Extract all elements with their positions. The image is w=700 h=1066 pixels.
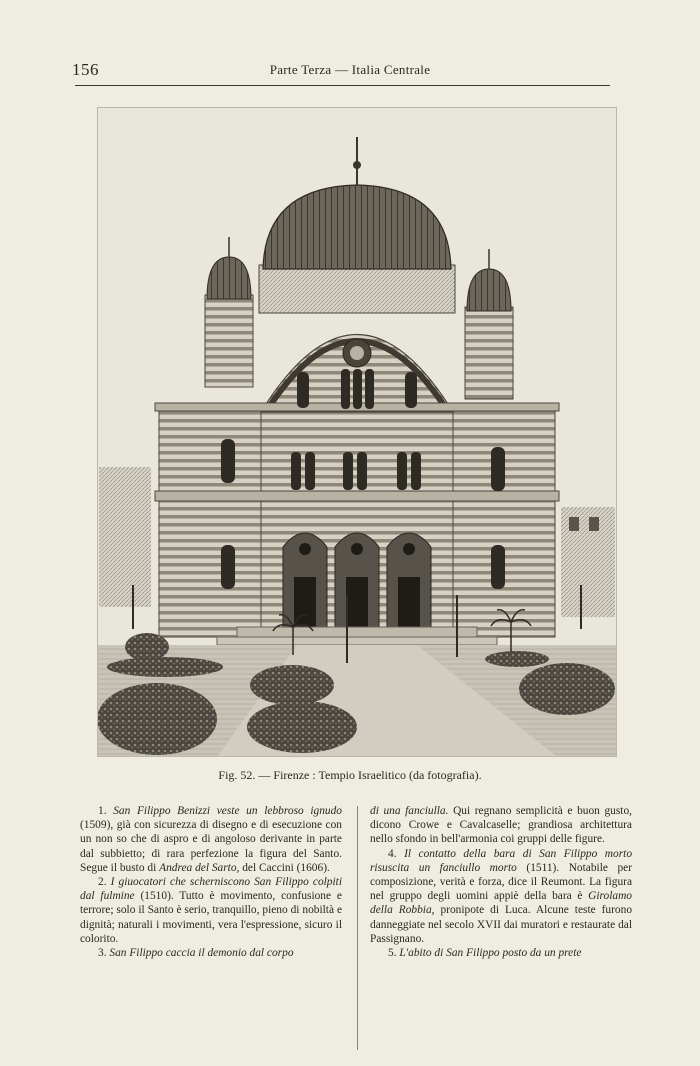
figure-caption: Fig. 52. — Firenze : Tempio Israelitico (da fotografia).	[218, 768, 482, 782]
text-column-right	[370, 804, 632, 960]
paragraph-4: 4. Il contatto della bara di San Filippo morto risuscita un fanciullo morto (1511). Notabile per composizione, verità e forza, dice il Reumont. La figura nel gruppo degli uomini appiè della bara è Girolamo della Robbia, pronipote di Luca. Alcune teste furono danneggiate nel secolo XVII dai muratori e restaurate dal Passignano.	[370, 847, 633, 945]
running-head: Parte Terza — Italia Centrale	[269, 62, 431, 77]
paragraph-2: 2. I giuocatori che scherniscono San Filippo colpiti dal fulmine (1510). Tutto è movimento, confusione e terrore; solo il Santo è serio, tranquillo, pieno di nobiltà e dignità; naturali i movimenti, vera l'espressione, sicuro il colorito.	[80, 876, 342, 945]
column-divider	[357, 806, 358, 1050]
text-column-left	[80, 804, 342, 960]
paragraph-3-cont: di una fanciulla. Qui regnano semplicità e buon gusto, dicono Crowe e Cavalcaselle; grandiosa architettura nello sfondo in bell'armonia coi gruppi delle figure.	[370, 805, 632, 846]
paragraph-1: 1. San Filippo Benizzi veste un lebbroso ignudo (1509), già con sicurezza di disegno e di esecuzione con un non so che di aspro e di angoloso derivante in parte dal subbietto; di rara perfezione la figura del Santo. Segue il busto di Andrea del Sarto, del Caccini (1606).	[80, 805, 343, 874]
page-number: 156	[72, 60, 99, 79]
header-rule	[75, 85, 610, 86]
synagogue-engraving	[97, 107, 617, 757]
paragraph-5: 5. L'abito di San Filippo posto da un prete	[388, 947, 582, 960]
engraving-figure	[97, 107, 617, 757]
paragraph-3: 3. San Filippo caccia il demonio dal corpo	[98, 947, 294, 960]
